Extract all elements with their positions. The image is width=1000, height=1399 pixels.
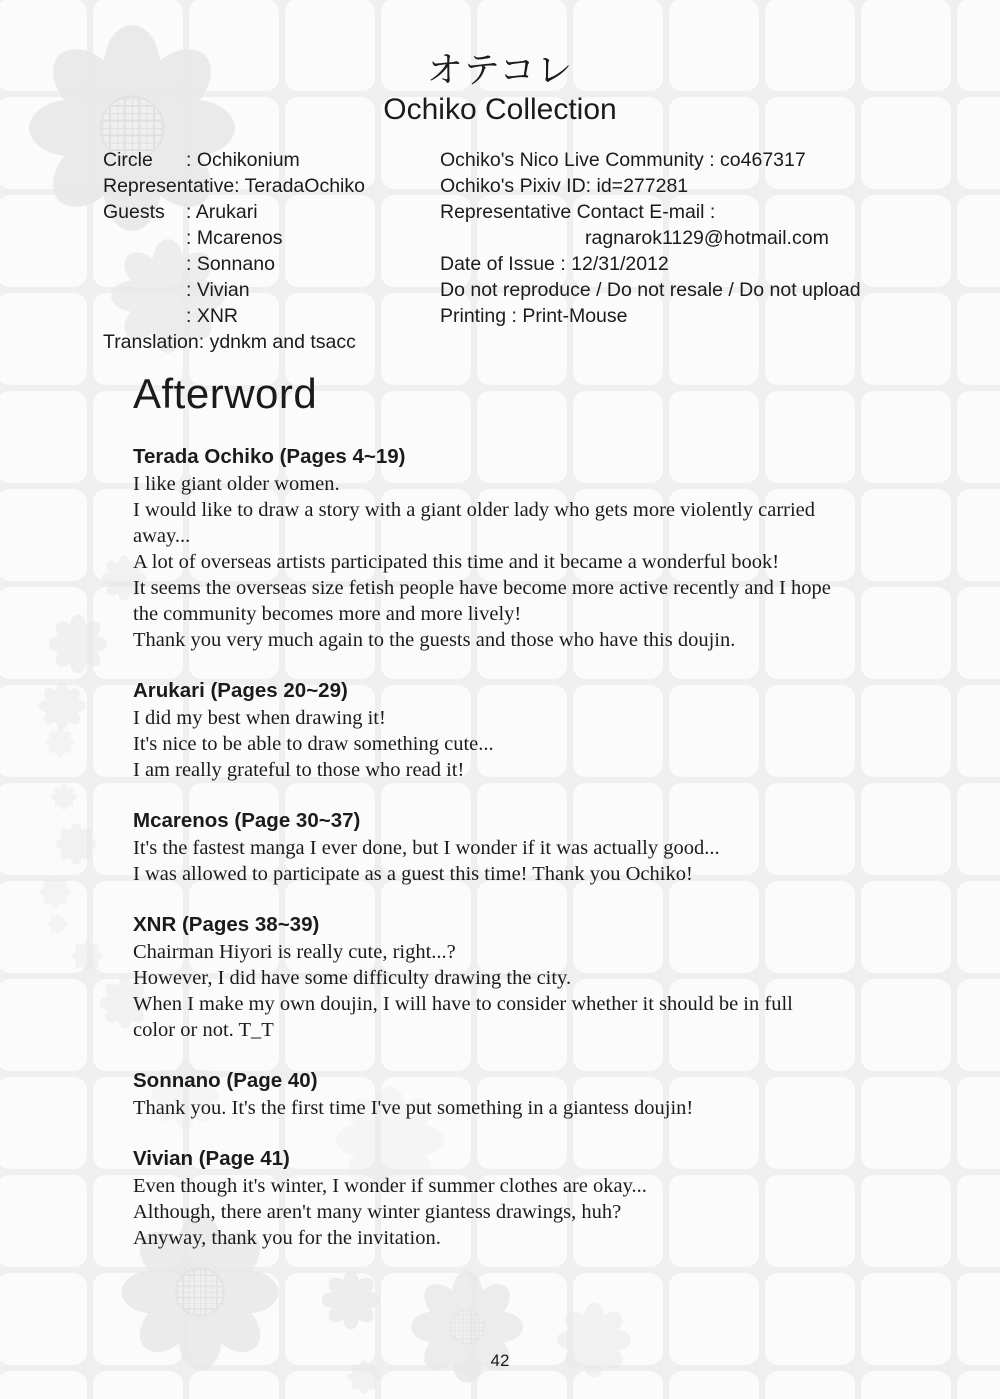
credit-row bbox=[103, 225, 365, 251]
afterword-section-mcarenos bbox=[133, 807, 893, 887]
credit-row bbox=[103, 251, 365, 277]
credit-value: : Vivian bbox=[186, 279, 250, 301]
section-header: Terada Ochiko (Pages 4~19) bbox=[133, 445, 406, 468]
credit-value: : Mcarenos bbox=[186, 227, 283, 249]
credit-info-line: Ochiko's Nico Live Community : co467317 bbox=[440, 149, 806, 171]
credit-row bbox=[103, 277, 365, 303]
credit-label: Translation bbox=[103, 331, 199, 353]
afterword-heading: Afterword bbox=[133, 370, 318, 417]
credit-value: : TeradaOchiko bbox=[234, 175, 365, 197]
section-text-line: Chairman Hiyori is really cute, right...? bbox=[133, 941, 456, 963]
page-title-japanese: オテコレ bbox=[426, 49, 574, 90]
section-text-line: Anyway, thank you for the invitation. bbox=[133, 1227, 441, 1249]
section-text-line: It seems the overseas size fetish people have become more active recently and I hope bbox=[133, 577, 831, 599]
afterword-sections bbox=[133, 443, 893, 1275]
credit-row bbox=[103, 199, 365, 225]
section-header: Arukari (Pages 20~29) bbox=[133, 679, 348, 702]
afterword-section-xnr bbox=[133, 911, 893, 1043]
afterword-section-vivian bbox=[133, 1145, 893, 1251]
credit-row bbox=[103, 303, 365, 329]
credit-value: : ydnkm and tsacc bbox=[198, 331, 356, 353]
credit-info-line: ragnarok1129@hotmail.com bbox=[585, 227, 829, 249]
credit-label: Guests bbox=[103, 201, 165, 223]
section-header: Vivian (Page 41) bbox=[133, 1147, 290, 1170]
section-text-line: When I make my own doujin, I will have to consider whether it should be in full bbox=[133, 993, 793, 1015]
section-text-line: the community becomes more and more lively! bbox=[133, 603, 522, 625]
section-text-line: I did my best when drawing it! bbox=[133, 707, 386, 729]
credit-info-line: Date of Issue : 12/31/2012 bbox=[440, 253, 669, 275]
section-text-line: I like giant older women. bbox=[133, 473, 340, 495]
credit-row bbox=[103, 147, 365, 173]
section-header: XNR (Pages 38~39) bbox=[133, 913, 320, 936]
section-text-line: color or not. T_T bbox=[133, 1019, 274, 1041]
section-text-line: However, I did have some difficulty drawing the city. bbox=[133, 967, 572, 989]
section-text-line: I would like to draw a story with a giant older lady who gets more violently carried bbox=[133, 499, 816, 521]
credit-row bbox=[103, 173, 365, 199]
credit-label: Representative bbox=[103, 175, 235, 197]
section-text-line: Even though it's winter, I wonder if summer clothes are okay... bbox=[133, 1175, 647, 1197]
section-text-line: It's the fastest manga I ever done, but I wonder if it was actually good... bbox=[133, 837, 720, 859]
section-text-line: A lot of overseas artists participated this time and it became a wonderful book! bbox=[133, 551, 780, 573]
afterword-section-sonnano bbox=[133, 1067, 893, 1121]
credit-label: Circle bbox=[103, 149, 153, 171]
section-text-line: I was allowed to participate as a guest this time! Thank you Ochiko! bbox=[133, 863, 693, 885]
section-header: Mcarenos (Page 30~37) bbox=[133, 809, 361, 832]
credit-info-line: Representative Contact E-mail : bbox=[440, 201, 716, 223]
credit-row bbox=[103, 329, 365, 355]
section-text-line: away... bbox=[133, 525, 191, 547]
section-text-line: Thank you very much again to the guests and those who have this doujin. bbox=[133, 629, 736, 651]
credit-value: : Arukari bbox=[186, 201, 258, 223]
credit-info-line: Do not reproduce / Do not resale / Do not upload bbox=[440, 279, 861, 301]
section-text-line: It's nice to be able to draw something cute... bbox=[133, 733, 494, 755]
credits-left-column bbox=[103, 147, 365, 355]
section-text-line: I am really grateful to those who read it! bbox=[133, 759, 465, 781]
afterword-section-arukari bbox=[133, 677, 893, 783]
credit-info-line: Printing : Print-Mouse bbox=[440, 305, 628, 327]
page-number: 42 bbox=[490, 1351, 510, 1370]
section-header: Sonnano (Page 40) bbox=[133, 1069, 318, 1092]
credit-value: : XNR bbox=[186, 305, 239, 327]
credit-info-line: Ochiko's Pixiv ID: id=277281 bbox=[440, 175, 689, 197]
credit-value: : Ochikonium bbox=[186, 149, 300, 171]
credit-value: : Sonnano bbox=[186, 253, 275, 275]
page-title-english: Ochiko Collection bbox=[383, 93, 617, 126]
section-text-line: Although, there aren't many winter giantess drawings, huh? bbox=[133, 1201, 622, 1223]
afterword-section-terada-ochiko bbox=[133, 443, 893, 653]
credits-right-column bbox=[440, 147, 861, 329]
section-text-line: Thank you. It's the first time I've put something in a giantess doujin! bbox=[133, 1097, 694, 1119]
